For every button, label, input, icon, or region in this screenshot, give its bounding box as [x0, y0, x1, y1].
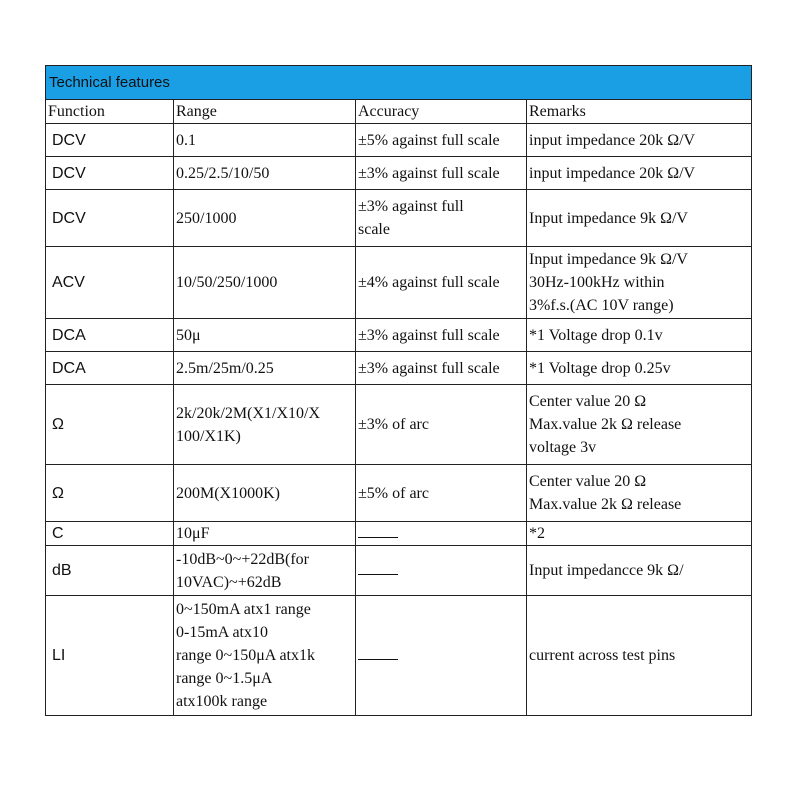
table-row: [46, 596, 752, 716]
range-cell: 0.25/2.5/10/50: [174, 157, 356, 190]
range-cell: -10dB~0~+22dB(for 10VAC)~+62dB: [174, 546, 356, 596]
table-row: [46, 352, 752, 385]
table-row: [46, 522, 752, 546]
function-cell: DCV: [46, 124, 174, 157]
table-row: [46, 124, 752, 157]
table-title: Technical features: [46, 66, 752, 100]
remarks-cell: current across test pins: [527, 596, 752, 716]
technical-features-table: [45, 65, 752, 716]
table-row: [46, 465, 752, 522]
table-row: [46, 247, 752, 319]
function-cell: Ω: [46, 465, 174, 522]
range-cell: 50μ: [174, 319, 356, 352]
header-remarks: Remarks: [527, 100, 752, 124]
table-header-row: [46, 100, 752, 124]
remarks-cell: *1 Voltage drop 0.1v: [527, 319, 752, 352]
remarks-cell: input impedance 20k Ω/V: [527, 124, 752, 157]
accuracy-cell: ±4% against full scale: [356, 247, 527, 319]
function-cell: Ω: [46, 385, 174, 465]
accuracy-cell: ±3% against full scale: [356, 157, 527, 190]
range-cell: 2.5m/25m/0.25: [174, 352, 356, 385]
remarks-cell: Input impedance 9k Ω/V 30Hz-100kHz within 3%f.s.(AC 10V range): [527, 247, 752, 319]
blank-line: [358, 650, 398, 660]
remarks-cell: *2: [527, 522, 752, 546]
table-row: [46, 157, 752, 190]
function-cell: dB: [46, 546, 174, 596]
remarks-cell: Center value 20 Ω Max.value 2k Ω release voltage 3v: [527, 385, 752, 465]
table-title-row: [46, 66, 752, 100]
accuracy-cell: ±3% against full scale: [356, 352, 527, 385]
function-cell: ACV: [46, 247, 174, 319]
remarks-cell: input impedance 20k Ω/V: [527, 157, 752, 190]
remarks-cell: Center value 20 Ω Max.value 2k Ω release: [527, 465, 752, 522]
blank-line: [358, 528, 398, 538]
accuracy-cell: ±3% of arc: [356, 385, 527, 465]
accuracy-cell: [356, 596, 527, 716]
range-cell: 10μF: [174, 522, 356, 546]
function-cell: DCA: [46, 319, 174, 352]
accuracy-cell: [356, 546, 527, 596]
table-row: [46, 546, 752, 596]
accuracy-cell: ±3% against full scale: [356, 319, 527, 352]
header-accuracy: Accuracy: [356, 100, 527, 124]
function-cell: LI: [46, 596, 174, 716]
accuracy-cell: ±3% against full scale: [356, 190, 527, 247]
range-cell: 0.1: [174, 124, 356, 157]
remarks-cell: Input impedance 9k Ω/V: [527, 190, 752, 247]
remarks-cell: *1 Voltage drop 0.25v: [527, 352, 752, 385]
function-cell: DCV: [46, 190, 174, 247]
accuracy-cell: ±5% of arc: [356, 465, 527, 522]
function-cell: C: [46, 522, 174, 546]
header-function: Function: [46, 100, 174, 124]
table-row: [46, 190, 752, 247]
function-cell: DCV: [46, 157, 174, 190]
range-cell: 10/50/250/1000: [174, 247, 356, 319]
accuracy-cell: ±5% against full scale: [356, 124, 527, 157]
range-cell: 200M(X1000K): [174, 465, 356, 522]
header-range: Range: [174, 100, 356, 124]
range-cell: 250/1000: [174, 190, 356, 247]
table-row: [46, 319, 752, 352]
range-cell: 0~150mA atx1 range 0-15mA atx10 range 0~150μA atx1k range 0~1.5μA atx100k range: [174, 596, 356, 716]
accuracy-cell: [356, 522, 527, 546]
function-cell: DCA: [46, 352, 174, 385]
table-row: [46, 385, 752, 465]
range-cell: 2k/20k/2M(X1/X10/X 100/X1K): [174, 385, 356, 465]
remarks-cell: Input impedancce 9k Ω/: [527, 546, 752, 596]
blank-line: [358, 565, 398, 575]
